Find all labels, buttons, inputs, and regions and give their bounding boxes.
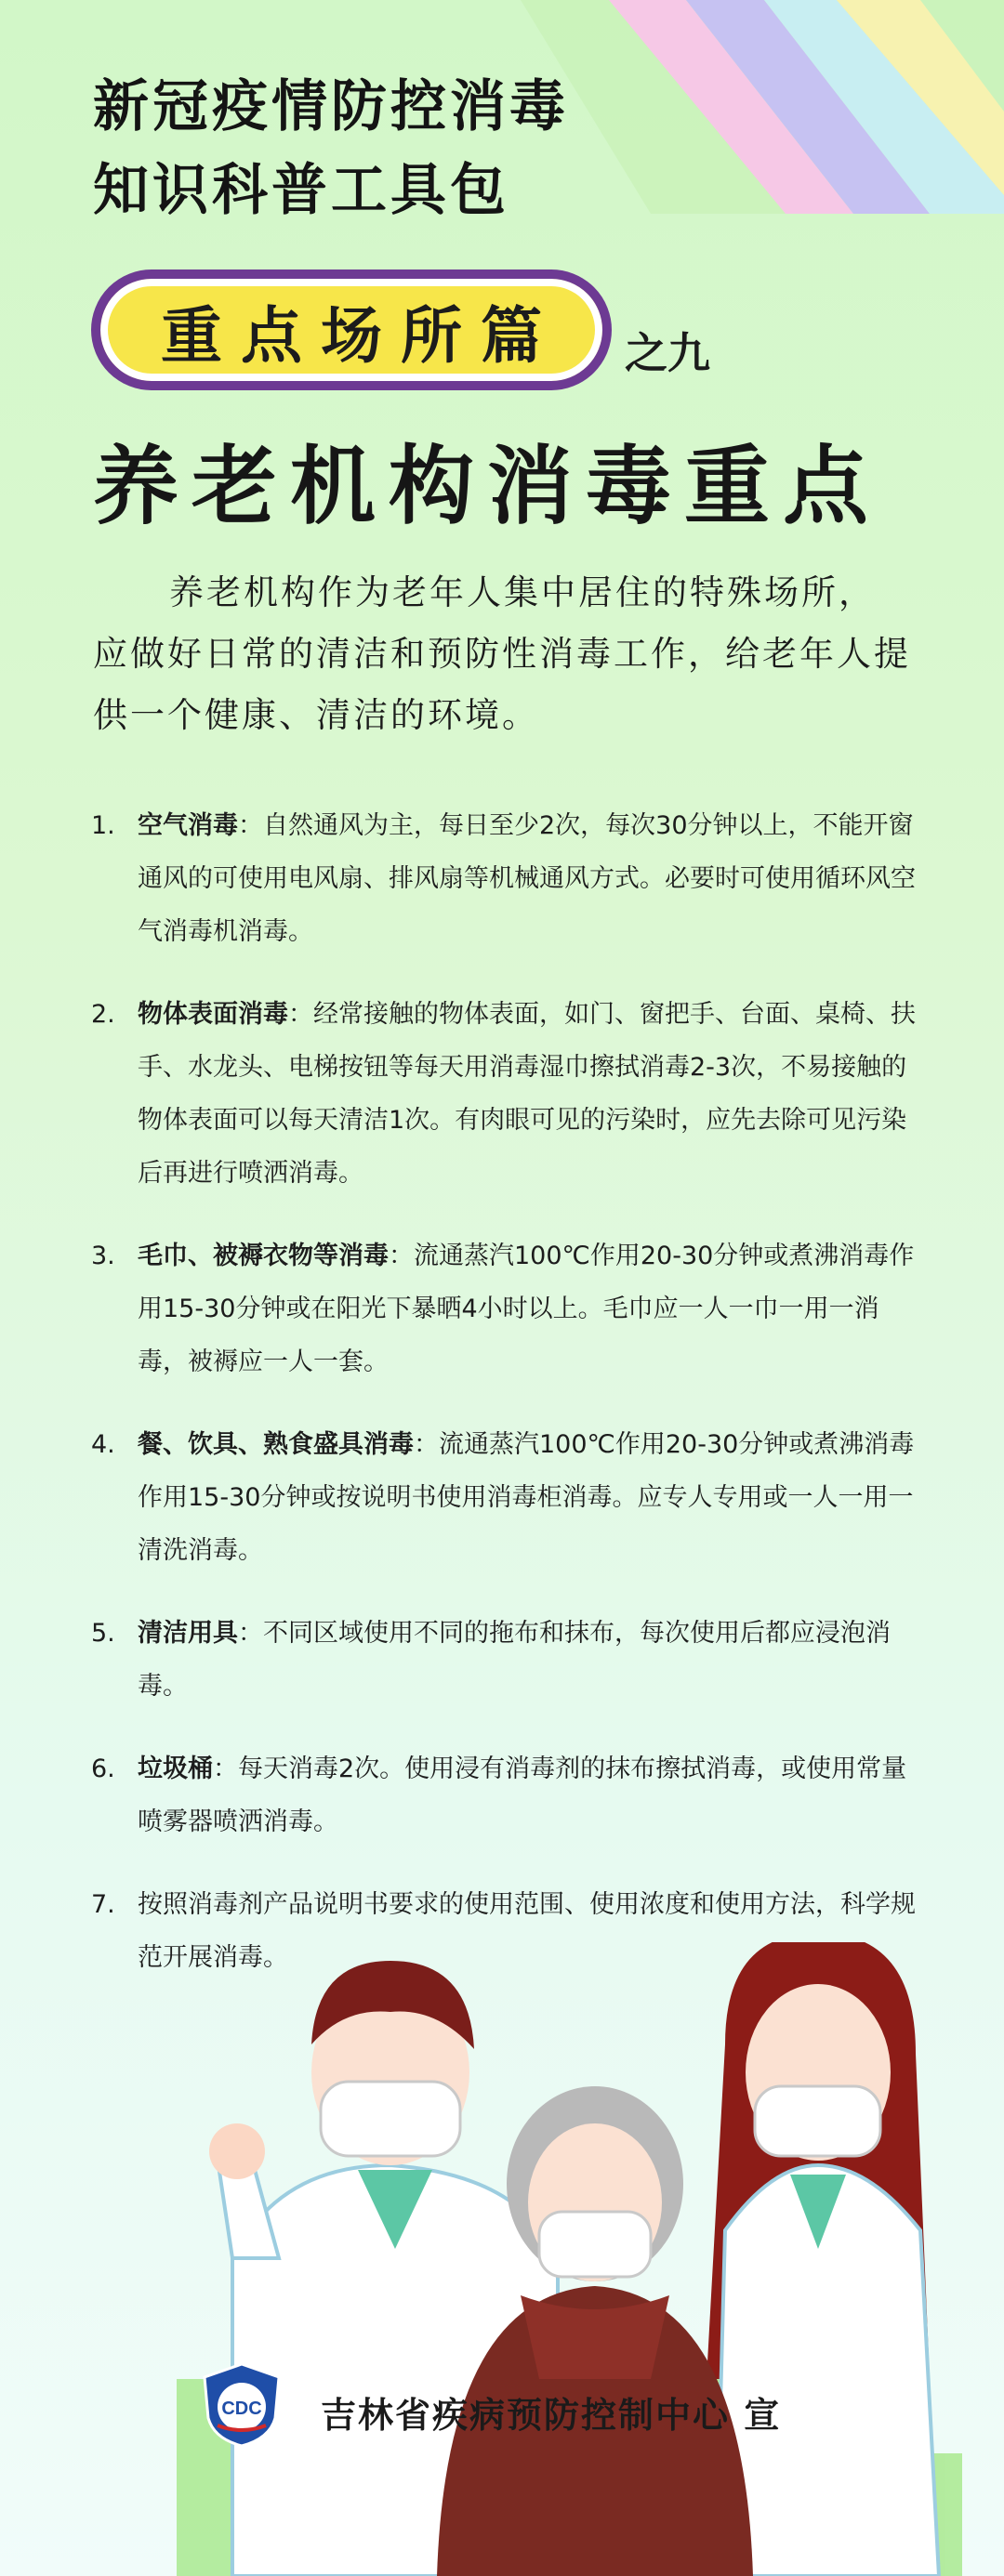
section-badge-row <box>91 269 710 390</box>
section-number: 之九 <box>625 328 710 378</box>
list-item-number: 2. <box>91 1000 115 1029</box>
footer-publisher: 吉林省疾病预防控制中心 宣 <box>321 2395 782 2436</box>
list-item-number: 3. <box>91 1242 115 1270</box>
list-item-number: 1. <box>91 811 115 840</box>
list-item-body: 自然通风为主，每日至少2次，每次30分钟以上，不能开窗通风的可使用电风扇、排风扇等机械通风方式。必要时可使用循环风空气消毒机消毒。 <box>138 811 916 946</box>
cdc-logo-text: CDC <box>221 2399 262 2419</box>
list-item <box>91 1418 918 1577</box>
list-item-heading: 垃圾桶 <box>138 1755 213 1783</box>
medical-staff-illustration <box>0 1942 1004 2576</box>
list-item-body: 流通蒸汽100℃作用20-30分钟或煮沸消毒作用15-30分钟或在阳光下暴晒4小时以上。毛巾应一人一巾一用一消毒，被褥应一人一套。 <box>138 1242 915 1376</box>
list-item-body: 不同区域使用不同的拖布和抹布，每次使用后都应浸泡消毒。 <box>138 1619 891 1701</box>
list-item-heading: 物体表面消毒 <box>138 1000 288 1029</box>
list-item <box>91 799 918 958</box>
intro-paragraph: 养老机构作为老年人集中居住的特殊场所，应做好日常的清洁和预防性消毒工作，给老年人提供一个健康、清洁的环境。 <box>93 572 911 735</box>
list-item <box>91 1607 918 1713</box>
list-item-heading: 清洁用具 <box>138 1619 238 1648</box>
list-item-separator: ： <box>238 1619 263 1648</box>
list-item <box>91 1229 918 1388</box>
list-item-body: 流通蒸汽100℃作用20-30分钟或煮沸消毒作用15-30分钟或按说明书使用消毒柜消毒。应专人专用或一人一用一清洗消毒。 <box>138 1430 915 1565</box>
list-item <box>91 1742 918 1848</box>
list-item-body: 经常接触的物体表面，如门、窗把手、台面、桌椅、扶手、水龙头、电梯按钮等每天用消毒湿巾擦拭消毒2-3次，不易接触的物体表面可以每天清洁1次。有肉眼可见的污染时，应先去除可见污染后再进行喷洒消毒。 <box>138 1000 916 1188</box>
disinfection-list <box>91 799 918 2014</box>
poster-header <box>93 65 569 232</box>
list-item-separator: ： <box>414 1430 439 1459</box>
list-item-number: 7. <box>91 1890 115 1919</box>
poster-title-line-2: 知识科普工具包 <box>93 158 509 223</box>
list-item-heading: 餐、饮具、熟食盛具消毒 <box>138 1430 414 1459</box>
section-badge <box>91 269 612 390</box>
list-item-separator: ： <box>288 1000 313 1029</box>
list-item-body: 按照消毒剂产品说明书要求的使用范围、使用浓度和使用方法，科学规范开展消毒。 <box>138 1890 916 1972</box>
list-item-separator: ： <box>389 1242 414 1270</box>
list-item <box>91 988 918 1200</box>
list-item-body: 每天消毒2次。使用浸有消毒剂的抹布擦拭消毒，或使用常量喷雾器喷洒消毒。 <box>138 1755 907 1836</box>
list-item-number: 5. <box>91 1619 115 1648</box>
list-item-separator: ： <box>238 811 263 840</box>
cdc-logo <box>197 2360 286 2450</box>
list-item-separator: ： <box>213 1755 238 1783</box>
list-item-heading: 毛巾、被褥衣物等消毒 <box>138 1242 389 1270</box>
main-title: 养老机构消毒重点 <box>93 436 882 536</box>
section-badge-label: 重点场所篇 <box>161 298 561 372</box>
poster-title-line-1: 新冠疫情防控消毒 <box>93 74 569 139</box>
list-item-number: 6. <box>91 1755 115 1783</box>
list-item-heading: 空气消毒 <box>138 811 238 840</box>
list-item-number: 4. <box>91 1430 115 1459</box>
